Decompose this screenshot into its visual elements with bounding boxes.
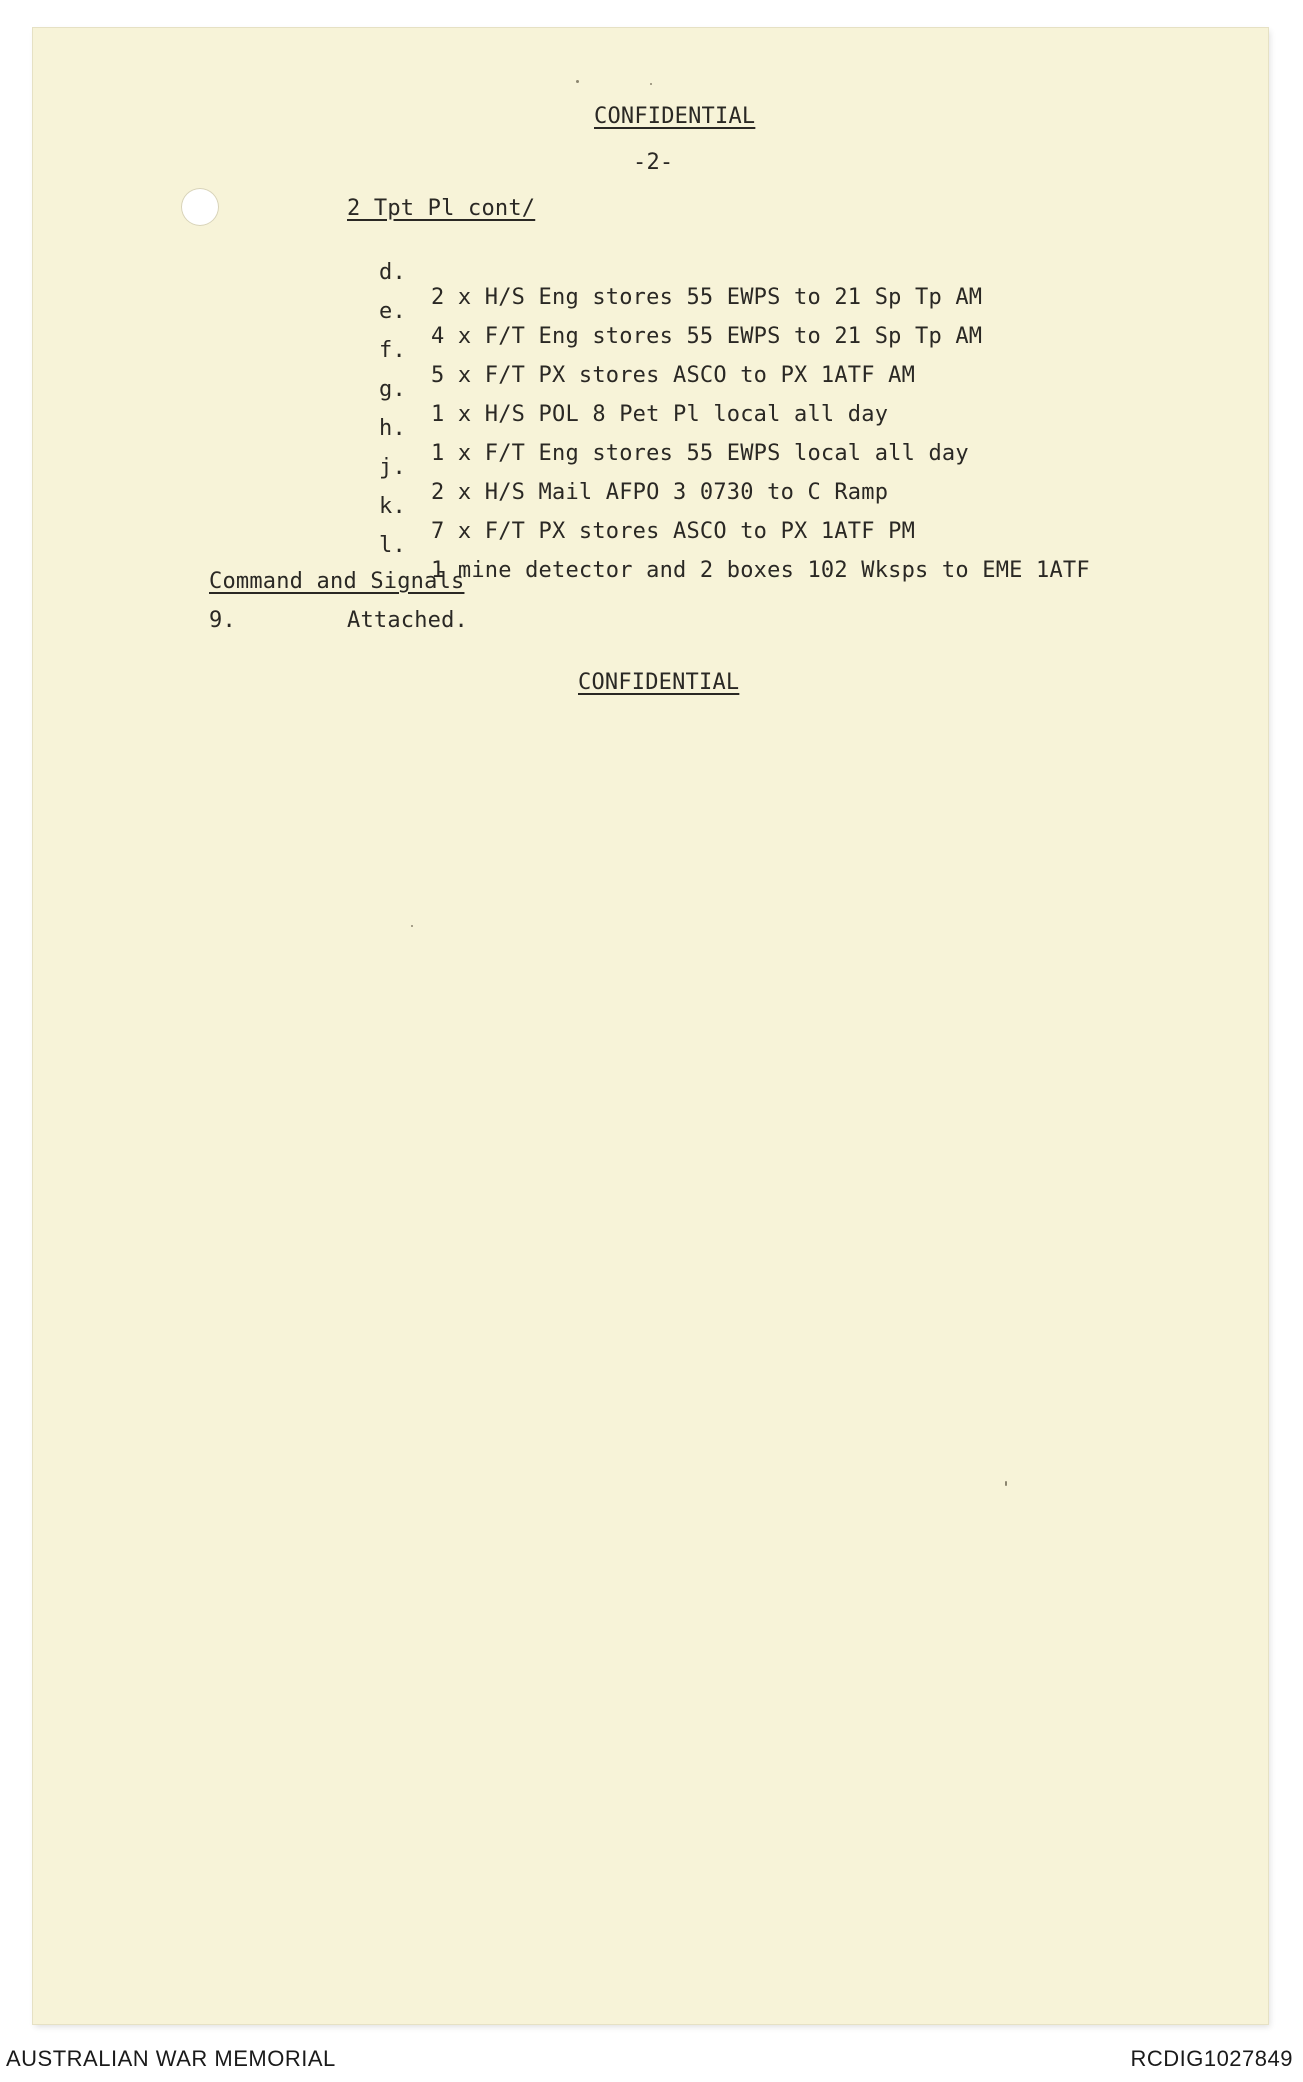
item-letter: f. (379, 338, 406, 363)
item-letter: k. (379, 494, 406, 519)
paper-speck (576, 80, 579, 83)
item-text: 1 x H/S POL 8 Pet Pl local all day (431, 402, 889, 427)
item-text: 1 x F/T Eng stores 55 EWPS local all day (431, 441, 969, 466)
item-text: 2 x H/S Eng stores 55 EWPS to 21 Sp Tp AM (431, 285, 983, 310)
item-text: 2 x H/S Mail AFPO 3 0730 to C Ramp (431, 480, 889, 505)
item-letter: e. (379, 299, 406, 324)
paper-speck (1005, 1481, 1007, 1486)
item-letter: d. (379, 260, 406, 285)
item-text: 5 x F/T PX stores ASCO to PX 1ATF AM (431, 363, 916, 388)
command-heading: Command and Signals (209, 569, 465, 594)
item-letter: l. (379, 533, 406, 558)
item-text: 1 mine detector and 2 boxes 102 Wksps to EME 1ATF (431, 558, 1090, 583)
header-classification: CONFIDENTIAL (594, 104, 756, 129)
document-page (33, 28, 1268, 2024)
item-letter: j. (379, 455, 406, 480)
footer-classification: CONFIDENTIAL (578, 670, 740, 695)
item-text: 7 x F/T PX stores ASCO to PX 1ATF PM (431, 519, 916, 544)
paragraph-number: 9. (209, 608, 236, 633)
section-heading: 2 Tpt Pl cont/ (347, 196, 536, 221)
paper-speck (650, 83, 652, 85)
item-letter: h. (379, 416, 406, 441)
paragraph-text: Attached. (347, 608, 469, 633)
item-text: 4 x F/T Eng stores 55 EWPS to 21 Sp Tp AM (431, 324, 983, 349)
punch-hole (181, 188, 219, 226)
archive-credit: AUSTRALIAN WAR MEMORIAL (6, 2046, 336, 2071)
archive-reference: RCDIG1027849 (1130, 2046, 1293, 2071)
page-number: -2- (633, 150, 674, 175)
paper-speck (411, 925, 413, 927)
item-letter: g. (379, 377, 406, 402)
